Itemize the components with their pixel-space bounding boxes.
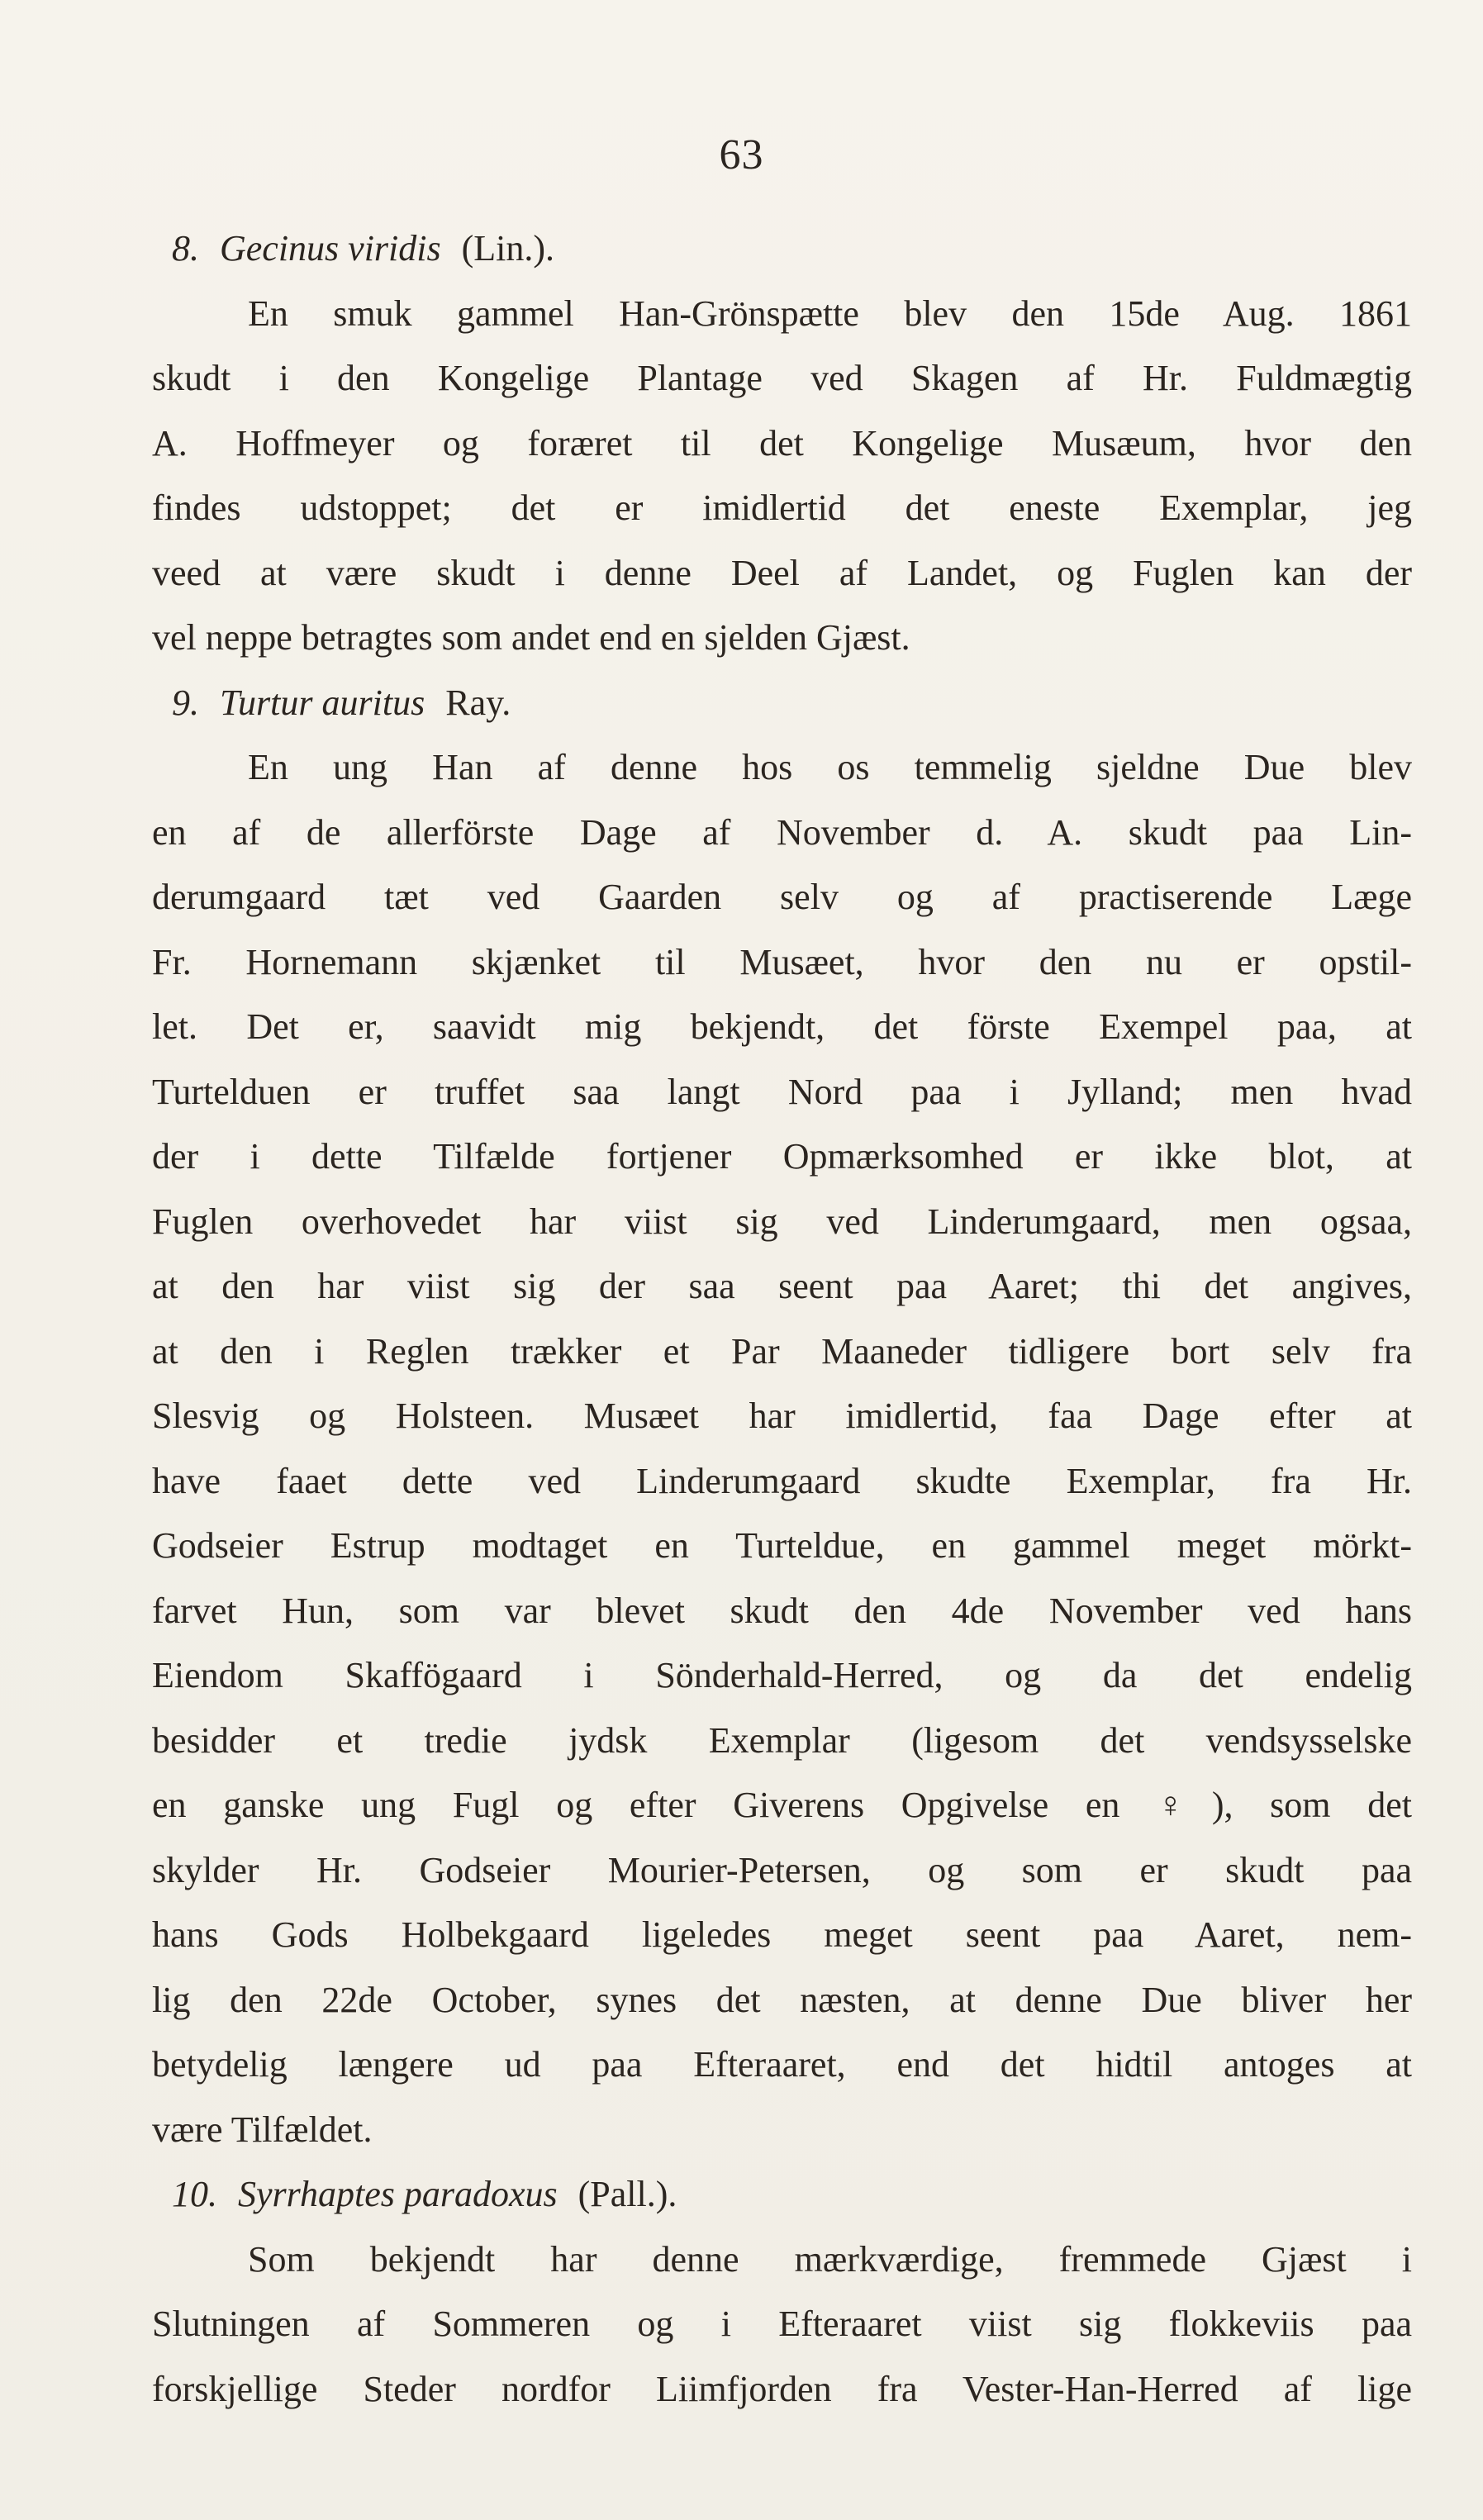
text-line: Eiendom Skaffögaard i Sönderhald-Herred, og da det endelig xyxy=(152,1655,1412,1695)
text-line: derumgaard tæt ved Gaarden selv og af practiserende Læge xyxy=(152,877,1412,917)
text-line: en af de allerförste Dage af November d. A. skudt paa Lin- xyxy=(152,811,1412,853)
text-line: Fuglen overhovedet har viist sig ved Linderumgaard, men ogsaa, xyxy=(152,1201,1412,1242)
species-authority: Ray. xyxy=(445,682,511,723)
text-line: skudt i den Kongelige Plantage ved Skagen af Hr. Fuldmægtig xyxy=(152,358,1412,398)
text-line: En smuk gammel Han-Grönspætte blev den 15de Aug. 1861 xyxy=(248,292,1412,334)
text-line: farvet Hun, som var blevet skudt den 4de November ved hans xyxy=(152,1590,1412,1631)
species-authority: (Pall.). xyxy=(578,2174,677,2214)
species-heading xyxy=(152,671,1412,736)
text-line: Turtelduen er truffet saa langt Nord paa i Jylland; men hvad xyxy=(152,1071,1412,1112)
text-line: at den har viist sig der saa seent paa Aaret; thi det angives, xyxy=(152,1266,1412,1306)
page-number: 63 xyxy=(719,131,764,178)
text-line: Slesvig og Holsteen. Musæet har imidlertid, faa Dage efter at xyxy=(152,1396,1412,1436)
species-name: Turtur auritus xyxy=(220,682,425,723)
text-line: der i dette Tilfælde fortjener Opmærksomhed er ikke blot, at xyxy=(152,1136,1412,1177)
text-line: besidder et tredie jydsk Exemplar (ligesom det vendsysselske xyxy=(152,1719,1412,1761)
text-line: A. Hoffmeyer og foræret til det Kongelige Musæum, hvor den xyxy=(152,422,1412,464)
text-line: vel neppe betragtes som andet end en sjelden Gjæst. xyxy=(152,617,910,658)
text-line: skylder Hr. Godseier Mourier-Petersen, og som er skudt paa xyxy=(152,1849,1412,1890)
text-line: betydelig længere ud paa Efteraaret, end det hidtil antoges at xyxy=(152,2044,1412,2085)
species-number: 9. xyxy=(172,682,199,723)
text-line: have faaet dette ved Linderumgaard skudte Exemplar, fra Hr. xyxy=(152,1460,1412,1501)
species-authority: (Lin.). xyxy=(461,228,555,269)
species-heading xyxy=(152,2162,1412,2228)
text-line: hans Gods Holbekgaard ligeledes meget seent paa Aaret, nem- xyxy=(152,1914,1412,1955)
text-line: veed at være skudt i denne Deel af Landet, og Fuglen kan der xyxy=(152,552,1412,593)
text-line: Som bekjendt har denne mærkværdige, fremmede Gjæst i xyxy=(248,2238,1412,2280)
text-line: være Tilfældet. xyxy=(152,2109,373,2150)
species-name: Syrrhaptes paradoxus xyxy=(238,2174,558,2214)
species-number: 10. xyxy=(172,2174,217,2214)
text-line: Godseier Estrup modtaget en Turteldue, en gammel meget mörkt- xyxy=(152,1525,1412,1566)
text-line: at den i Reglen trækker et Par Maaneder tidligere bort selv fra xyxy=(152,1330,1412,1372)
species-name: Gecinus viridis xyxy=(220,228,441,269)
text-line: Slutningen af Sommeren og i Efteraaret viist sig flokkeviis paa xyxy=(152,2304,1412,2344)
text-line: Fr. Hornemann skjænket til Musæet, hvor den nu er opstil- xyxy=(152,941,1412,982)
page-text xyxy=(152,216,1412,2422)
text-line: forskjellige Steder nordfor Liimfjorden fra Vester-Han-Herred af lige xyxy=(152,2368,1412,2409)
text-line: let. Det er, saavidt mig bekjendt, det förste Exempel paa, at xyxy=(152,1006,1412,1047)
species-heading xyxy=(152,216,1412,282)
species-number: 8. xyxy=(172,228,199,269)
text-line: en ganske ung Fugl og efter Giverens Opgivelse en ♀), som det xyxy=(152,1785,1412,1825)
text-line: findes udstoppet; det er imidlertid det eneste Exemplar, jeg xyxy=(152,487,1412,528)
text-line: En ung Han af denne hos os temmelig sjeldne Due blev xyxy=(248,747,1412,787)
text-line: lig den 22de October, synes det næsten, at denne Due bliver her xyxy=(152,1979,1412,2020)
